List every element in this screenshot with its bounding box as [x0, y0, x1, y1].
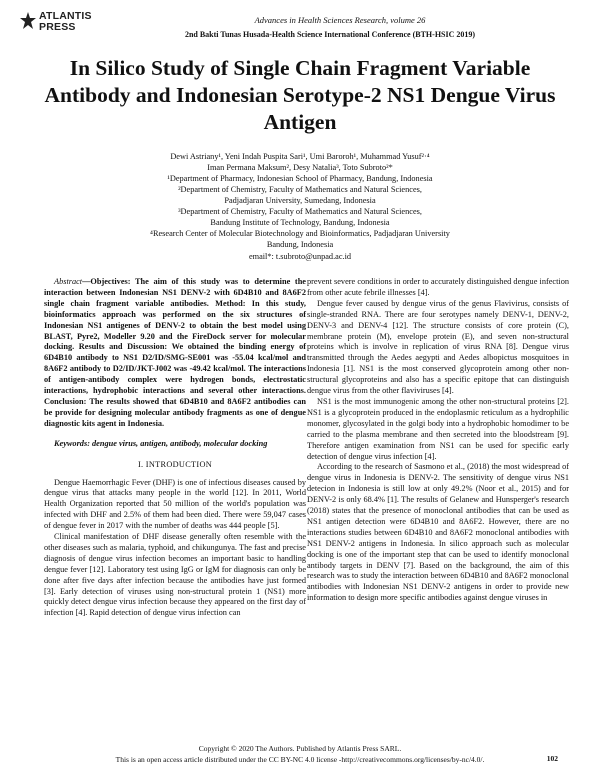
right-paragraph-3: NS1 is the most immunogenic among the other non-structural proteins [2]. NS1 is a glycoprotein produced in the endoplasmic reticulum as a hydrophilic monomer, glycosylated in the golgi body into a hydrophobic homodimer to be carried to the plasma membrane and then secreted into the bloodstream [9]. Therefore antigen examination from NS1 can be used for specific early detection of dengue virus infection [4]. [307, 396, 569, 461]
affiliation-2a: ²Department of Chemistry, Faculty of Mathematics and Natural Sciences, [178, 185, 422, 194]
publisher-line1: ATLANTIS [39, 10, 92, 22]
abstract-text: —Objectives: The aim of this study was to determine the interaction between Indonesian NS1 DENV-2 with 6D4B10 and 8A6F2 single chain fragment variable antibodies. Method: In this study, bioinformatics approach was performed on the six structures of Indonesian NS1 antigenes of DENV-2 to obtain the best model using BLAST, Pyre2, Modeller 9.20 and the FireDock server for molecular docking. Results and Discussion: We obtained the binding energy of 6D4B10 antibody to NS1 D2/ID/SMG-SE001 was -55.04 kcal/mol and 8A6F2 antibody to D2/ID/JKT-J002 was -49.42 kcal/mol. The interactions of antigen-antibody complex were hydrogen bonds, electrostatic interactions, hydrophobic interactions and several other interactions. Conclusion: The results showed that 6D4B10 and 8A6F2 antibodies can be provide for designing molecular antibody fragments as one of dengue diagnostic kits agent in Indonesia. [44, 277, 306, 428]
footer [0, 743, 600, 765]
right-paragraph-1: prevent severe conditions in order to accurately distinguished dengue infection from other acute febrile illnesses [4]. [307, 277, 569, 297]
affiliation-4b: Bandung, Indonesia [266, 240, 334, 249]
right-paragraph-2: Dengue fever caused by dengue virus of the genus Flavivirus, consists of single-stranded RNA. There are four serotypes namely DENV-1, DENV-2, DENV-3 and DENV-4 [12]. The structure consists of core protein (C), membrane protein (M), envelope protein (E), and seven non-structural proteins which is involve in replication of virus RNA [8]. Dengue virus transmitted through the Aedes aegypti and Aedes albopictus mosquitoes in Indonesia [1]. NS1 is the most conserved glycoprotein among other non-structural glycoproteins and also has a specific epitope that can distinguish dengue virus from the other flaviviruses [4]. [307, 298, 569, 396]
right-column [307, 277, 569, 604]
paper-title: In Silico Study of Single Chain Fragment Variable Antibody and Indonesian Serotype-2 NS1 Dengue Virus Antigen [44, 56, 556, 134]
copyright-line: Copyright © 2020 The Authors. Published by Atlantis Press SARL. [198, 744, 402, 753]
publisher-line2: PRESS [39, 21, 76, 33]
page-number: 102 [546, 754, 558, 763]
intro-paragraph-1: Dengue Haemorrhagic Fever (DHF) is one of infectious diseases caused by dengue virus that attacks many people in the world [12]. In 2011, World Health Organization reported that 50 million of the world's population was infected with DHF and 2.5% of them had been died. There were 59,047 cases of dengue fever in 2017 with the number of deaths was 444 people [5]. [44, 477, 306, 531]
atlantis-press-logo [18, 9, 108, 43]
conference-name: 2nd Bakti Tunas Husada-Health Science International Conference (BTH-HSIC 2019) [184, 30, 476, 39]
affiliation-1: ¹Department of Pharmacy, Indonesian School of Pharmacy, Bandung, Indonesia [167, 174, 433, 183]
abstract [44, 277, 306, 430]
affiliation-2b: Padjadjaran University, Sumedang, Indonesia [224, 196, 376, 205]
right-paragraph-4: According to the research of Sasmono et al., (2018) the most widespread of dengue virus in Indonesia is DENV-2. The sensitivity of dengue virus NS1 detecion in Indonesia is still low at only 49.2% (Noor et al., 2015) and for DENV-2 is only 68.4% [1]. The results of Gelanew and Hunsperger's research (2018) states that the presence of monoclonal antibodies that can be used as NS1 antigen detection were 6D4B10 and 8A6F2. However, there are no interactions studies between 6D4B10 and 8A6F2 monoclonal antibodies with NS1 DENV-2 antigens in Indonesia. In silico approach such as molecular docking is one of the important step that can be used to identify monoclonal antibody targets in DENV [7]. Based on the background, the aim of this research was to study the interaction between 6D4B10 and 8A6F2 monoclonal antibodies with Indonesian NS1 DENV-2 antigens in order to provide new information to design more specific antibodies against dengue viruses in [307, 462, 569, 603]
authors-line1: Dewi Astriany¹, Yeni Indah Puspita Sari¹, Umi Baroroh¹, Muhammad Yusuf²·⁴ [170, 152, 430, 161]
author-block [60, 151, 540, 250]
section-heading-introduction: I. INTRODUCTION [137, 459, 213, 469]
authors-line2: Iman Permana Maksum², Desy Natalia³, Toto Subroto²* [207, 163, 393, 172]
intro-paragraph-2: Clinical manifestation of DHF disease generally often resemble with the other diseases such as malaria, typhoid, and chikungunya. The fast and precise diagnosis of dengue virus infection becomes an important basic to handling dengue fever [12]. Laboratory test using IgG or IgM for diagnosis can only be done after five days after infection because the antibodies have just formed [3]. Early detection of viruses using non-structural protein 1 (NS1) more quickly detect dengue virus infection because they appeared on the first day of infection [4]. Rapid detection of dengue virus infection can [44, 532, 306, 618]
affiliation-3b: Bandung Institute of Technology, Bandung, Indonesia [210, 218, 390, 227]
affiliation-4a: ⁴Research Center of Molecular Biotechnology and Bioinformatics, Padjadjaran University [150, 229, 450, 238]
atlantis-press-logo-icon [18, 11, 38, 31]
abstract-label: Abstract [54, 277, 83, 286]
keywords: Keywords: dengue virus, antigen, antibody, molecular docking [54, 438, 268, 448]
journal-name: Advances in Health Sciences Research, volume 26 [254, 15, 426, 25]
publisher-name [39, 11, 92, 33]
affiliation-3a: ³Department of Chemistry, Faculty of Mathematics and Natural Sciences, [178, 207, 422, 216]
license-line: This is an open access article distributed under the CC BY-NC 4.0 license -http://creativecommons.org/licenses/by-nc/4.0/. [115, 755, 485, 764]
corresponding-email: email*: t.subroto@unpad.ac.id [248, 252, 352, 261]
left-column [44, 277, 306, 619]
